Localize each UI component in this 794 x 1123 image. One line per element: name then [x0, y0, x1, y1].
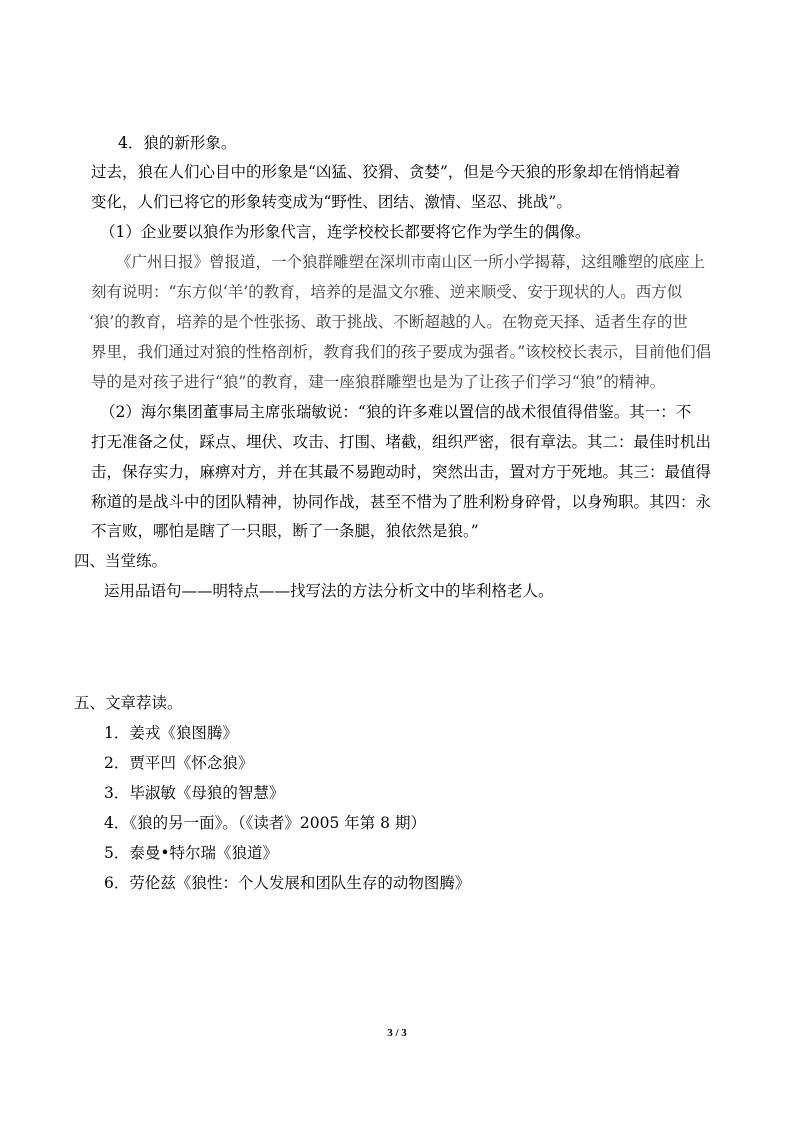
item-1-enterprise: （1）企业要以狼作为形象代言，连学校校长都要将它作为学生的偶像。	[100, 223, 591, 241]
section-heading-recommended-reading: 五、文章荐读。	[74, 694, 183, 712]
para-guangzhou-line-4: 界里，我们通过对狼的性格剖析，教育我们的孩子要成为强者。”该校校长表示，目前他们倡	[91, 343, 712, 361]
page-number: 3 / 3	[387, 1027, 407, 1039]
para-past-line-2: 变化，人们已将它的形象转变成为“野性、团结、激情、坚忍、挑战”。	[91, 193, 572, 211]
item-2-haier-line-2: 打无准备之仗，踩点、埋伏、攻击、打围、堵截，组织严密，很有章法。其二：最佳时机出	[91, 433, 712, 451]
practice-text: 运用品语句——明特点——找写法的方法分析文中的毕利格老人。	[104, 582, 554, 600]
reading-item: 6．劳伦兹《狼性：个人发展和团队生存的动物图腾》	[104, 874, 471, 892]
para-guangzhou-line-1: 《广州日报》曾报道，一个狼群雕塑在深圳市南山区一所小学揭幕，这组雕塑的底座上	[116, 253, 706, 271]
reading-item: 1．姜戎《狼图腾》	[104, 724, 238, 742]
item-2-haier-line-3: 击，保存实力，麻痹对方，并在其最不易跑动时，突然出击，置对方于死地。其三：最值得	[91, 463, 712, 481]
reading-item: 5．泰曼•特尔瑞《狼道》	[104, 844, 279, 862]
item-2-haier-line-4: 称道的是战斗中的团队精神，协同作战，甚至不惜为了胜利粉身碎骨，以身殉职。其四：永	[91, 493, 712, 511]
para-guangzhou-line-3: ‘狼’的教育，培养的是个性张扬、敢于挑战、不断超越的人。在物竞天择、适者生存的世	[89, 313, 688, 331]
item-2-haier-line-1: （2）海尔集团董事局主席张瑞敏说：“狼的许多难以置信的战术很值得借鉴。其一：不	[100, 403, 692, 421]
reading-item: 4．《狼的另一面》。（《读者》2005 年第 8 期）	[104, 814, 426, 832]
reading-item: 2．贾平凹《怀念狼》	[104, 754, 254, 772]
item-2-haier-line-5: 不言败，哪怕是瞎了一只眼，断了一条腿，狼依然是狼。”	[91, 522, 479, 540]
reading-item: 3．毕淑敏《母狼的智慧》	[104, 784, 285, 802]
para-past-line-1: 过去，狼在人们心目中的形象是“凶猛、狡猾、贪婪”，但是今天狼的形象却在悄悄起着	[91, 163, 681, 181]
section-heading-practice: 四、当堂练。	[74, 552, 168, 570]
para-guangzhou-line-2: 刻有说明：“东方似‘羊’的教育，培养的是温文尔雅、逆来顺受、安于现状的人。西方似	[91, 283, 683, 301]
para-guangzhou-line-5: 导的是对孩子进行“狼”的教育，建一座狼群雕塑也是为了让孩子们学习“狼”的精神。	[91, 373, 666, 391]
heading-wolf-new-image: 4．狼的新形象。	[118, 134, 237, 152]
